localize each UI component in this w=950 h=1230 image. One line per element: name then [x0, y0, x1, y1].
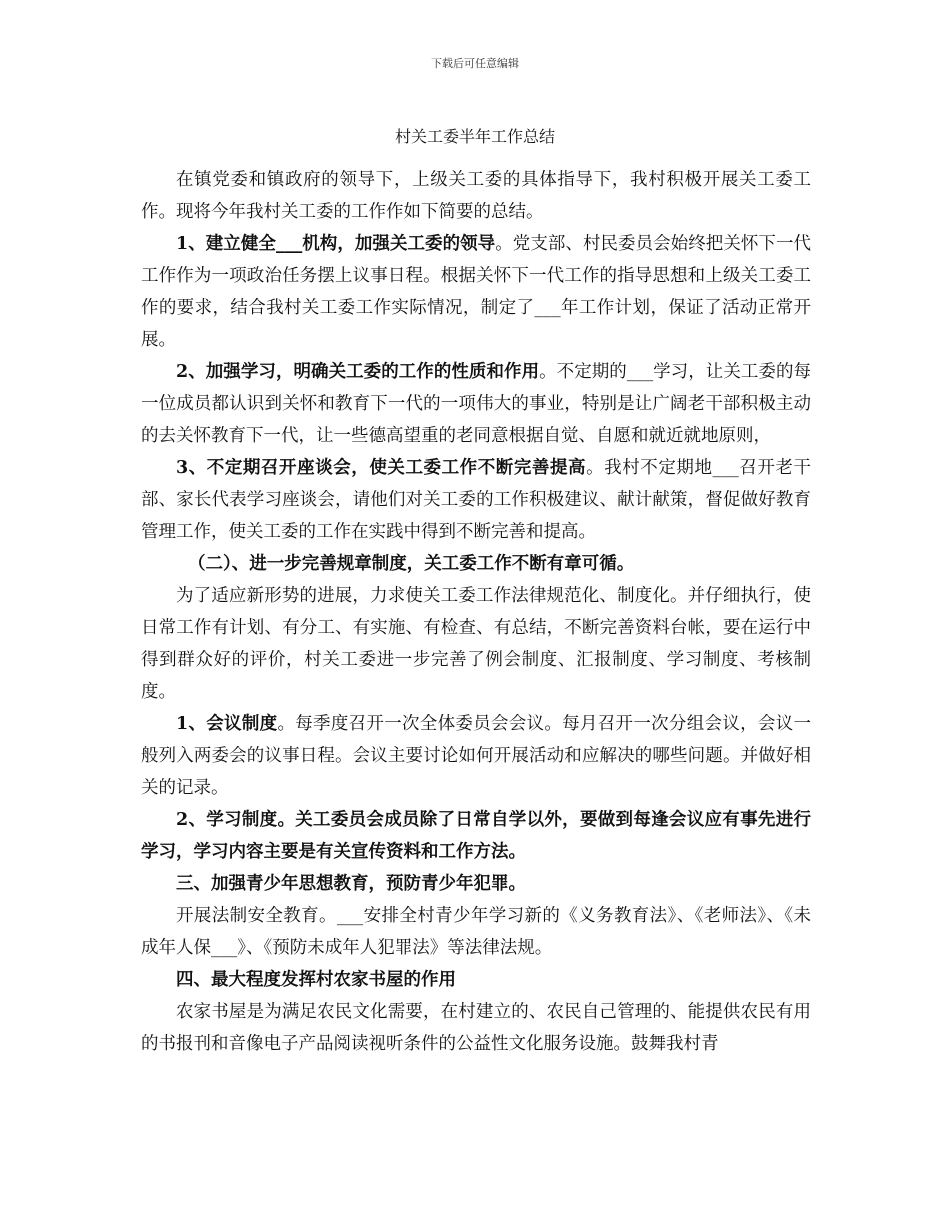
- paragraph-meeting-system: 1、会议制度。每季度召开一次全体委员会会议。每月召开一次分组会议，会议一般列入两委会的议事日程。会议主要讨论如何开展活动和应解决的哪些问题。并做好相关的记录。: [141, 714, 811, 798]
- section-heading-2: （二）、进一步完善规章制度，关工委工作不断有章可循。: [188, 554, 635, 574]
- paragraph-item-1: 1、建立健全___机构，加强关工委的领导。党支部、村民委员会始终把关怀下一代工作作为一项政治任务摆上议事日程。根据关怀下一代工作的指导思想和上级关工委工作的要求，结合我村关工委工作实际情况，制定了___年工作计划，保证了活动正常开展。: [141, 234, 811, 350]
- paragraph-section-2-intro: 为了适应新形势的进展，力求使关工委工作法律规范化、制度化。并仔细执行，使日常工作有计划、有分工、有实施、有检查、有总结，不断完善资料台帐，要在运行中得到群众好的评价，村关工委进一步完善了例会制度、汇报制度、学习制度、考核制度。: [141, 586, 811, 702]
- section-heading-3: 三、加强青少年思想教育，预防青少年犯罪。: [176, 874, 526, 894]
- paragraph-study-system: 2、学习制度。关工委员会成员除了日常自学以外，要做到每逢会议应有事先进行学习，学习内容主要是有关宣传资料和工作方法。: [141, 810, 811, 862]
- paragraph-intro: 在镇党委和镇政府的领导下，上级关工委的具体指导下，我村积极开展关工委工作。现将今年我村关工委的工作作如下简要的总结。: [141, 170, 811, 222]
- paragraph-item-3: 3、不定期召开座谈会，使关工委工作不断完善提高。我村不定期地___召开老干部、家长代表学习座谈会，请他们对关工委的工作积极建议、献计献策，督促做好教育管理工作，使关工委的工作在实践中得到不断完善和提高。: [141, 458, 811, 542]
- item-heading: 3、不定期召开座谈会，使关工委工作不断完善提高: [176, 458, 587, 478]
- paragraph-library: 农家书屋是为满足农民文化需要，在村建立的、农民自己管理的、能提供农民有用的书报刊和音像电子产品阅读视听条件的公益性文化服务设施。鼓舞我村青: [141, 1002, 811, 1054]
- page-header: 下载后可任意编辑: [431, 57, 519, 70]
- paragraph-legal-education: 开展法制安全教育。___安排全村青少年学习新的《义务教育法》、《老师法》、《未成年人保___》、《预防未成年人犯罪法》等法律法规。: [141, 906, 811, 958]
- document-title: 村关工委半年工作总结: [394, 127, 555, 146]
- document-body: [141, 164, 811, 1060]
- item-heading: 1、建立健全___机构，加强关工委的领导: [176, 234, 496, 254]
- item-heading: 1、会议制度: [176, 714, 278, 734]
- section-heading-4: 四、最大程度发挥村农家书屋的作用: [176, 970, 456, 990]
- paragraph-item-2: 2、加强学习，明确关工委的工作的性质和作用。不定期的___学习，让关工委的每一位成员都认识到关怀和教育下一代的一项伟大的事业，特别是让广阔老干部积极主动的去关怀教育下一代，让一些德高望重的老同意根据自觉、自愿和就近就地原则，: [141, 362, 811, 446]
- item-heading: 2、加强学习，明确关工委的工作的性质和作用: [176, 362, 540, 382]
